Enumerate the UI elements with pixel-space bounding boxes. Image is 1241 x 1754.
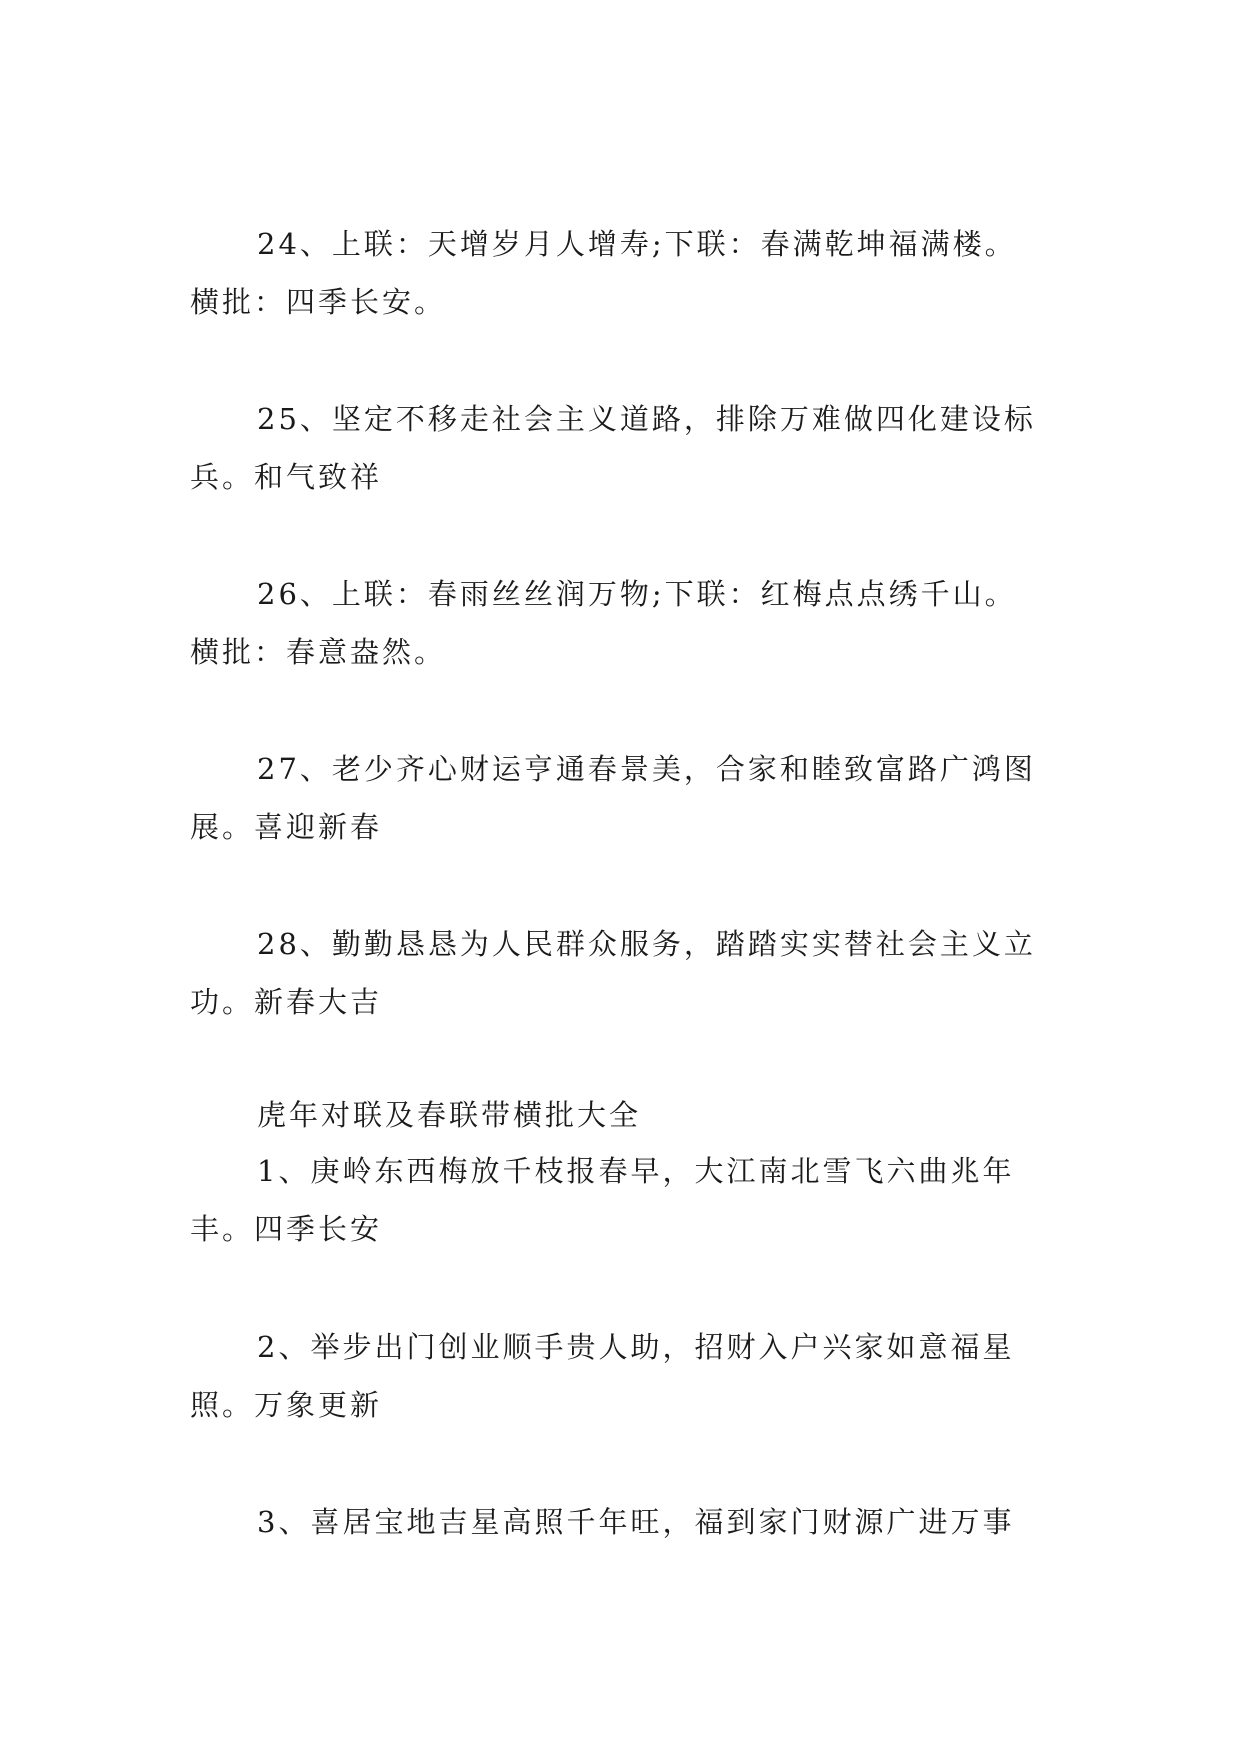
- paragraph-line: 3、喜居宝地吉星高照千年旺，福到家门财源广进万事: [257, 1505, 1015, 1539]
- section-heading: 虎年对联及春联带横批大全: [257, 1098, 642, 1132]
- paragraph-line: 功。新春大吉: [190, 985, 383, 1019]
- couplet-paragraph-24: [190, 215, 1052, 331]
- couplet-paragraph-28: [190, 915, 1052, 1031]
- couplet-paragraph-2: [190, 1318, 1052, 1434]
- couplet-paragraph-3: [190, 1493, 1052, 1551]
- couplet-paragraph-27: [190, 740, 1052, 856]
- couplet-paragraph-1: [190, 1142, 1052, 1258]
- paragraph-line: 26、上联：春雨丝丝润万物;下联：红梅点点绣千山。: [257, 577, 1017, 611]
- paragraph-line: 丰。四季长安: [190, 1212, 383, 1246]
- paragraph-line: 横批：春意盎然。: [190, 635, 447, 669]
- paragraph-line: 照。万象更新: [190, 1388, 383, 1422]
- paragraph-line: 兵。和气致祥: [190, 460, 383, 494]
- paragraph-line: 2、举步出门创业顺手贵人助，招财入户兴家如意福星: [257, 1330, 1015, 1364]
- couplet-paragraph-25: [190, 390, 1052, 506]
- couplet-paragraph-26: [190, 565, 1052, 681]
- paragraph-line: 28、勤勤恳恳为人民群众服务，踏踏实实替社会主义立: [257, 927, 1036, 961]
- paragraph-line: 展。喜迎新春: [190, 810, 383, 844]
- paragraph-line: 1、庚岭东西梅放千枝报春早，大江南北雪飞六曲兆年: [257, 1154, 1015, 1188]
- paragraph-line: 27、老少齐心财运亨通春景美，合家和睦致富路广鸿图: [257, 752, 1036, 786]
- paragraph-line: 横批：四季长安。: [190, 285, 447, 319]
- paragraph-line: 24、上联：天增岁月人增寿;下联：春满乾坤福满楼。: [257, 227, 1017, 261]
- paragraph-line: 25、坚定不移走社会主义道路，排除万难做四化建设标: [257, 402, 1036, 436]
